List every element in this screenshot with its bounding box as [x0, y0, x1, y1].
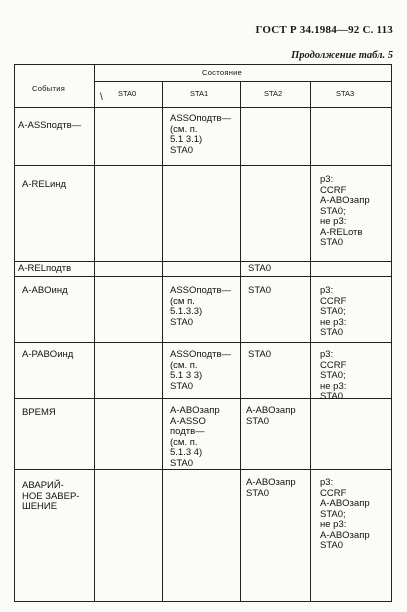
table-rule-row2: [14, 261, 392, 262]
table-rule-col2: [240, 81, 241, 601]
cell-row5-sta1: ASSOподтв— (см. п. 5.1 3 3) STA0: [170, 349, 232, 392]
cell-row7-sta2: A-ABOзапр STA0: [246, 477, 296, 499]
table-rule-row1: [14, 165, 392, 166]
cell-row5-sta2: STA0: [248, 349, 272, 360]
event-column-header: События: [32, 84, 66, 93]
table-rule-col3: [310, 81, 311, 601]
event-timer: ВРЕМЯ: [22, 407, 56, 418]
cell-row4-sta1: ASSOподтв— (см п. 5.1.3.3) STA0: [170, 285, 232, 328]
table-rule-right: [391, 64, 392, 601]
event-a-abo-ind: A-ABOинд: [22, 285, 68, 296]
table-rule-row6: [14, 469, 392, 470]
table-rule-bottom: [14, 601, 392, 602]
table-rule-state: [94, 81, 392, 82]
col-header-sta1: STA1: [190, 89, 209, 98]
cell-row4-sta2: STA0: [248, 285, 272, 296]
event-a-pabo-ind: A-PABOинд: [22, 349, 74, 360]
cell-row1-sta1: ASSOподтв— (см. п. 5.1 3.1) STA0: [170, 113, 232, 156]
table-rule-header: [14, 107, 392, 108]
page-header: ГОСТ Р 34.1984—92 С. 113: [255, 24, 393, 36]
cell-row6-sta1: A-ABOзапр A-ASSO подтв— (см. п. 5.1.3 4) STA0: [170, 405, 220, 469]
event-a-rel-ind: A-RELинд: [22, 179, 67, 190]
table-rule-top: [14, 64, 392, 65]
col-header-sta2: STA2: [264, 89, 283, 98]
event-abnormal-termination: АВАРИЙ- НОЕ ЗАВЕР- ШЕНИЕ: [22, 480, 80, 512]
cell-row4-sta3: p3: CCRF STA0; не p3: STA0: [320, 285, 347, 338]
table-rule-row3: [14, 276, 392, 277]
cell-row7-sta3: p3: CCRF A-ABOзапр STA0; не p3: A-ABOзапр STA0: [320, 477, 370, 551]
cell-row5-sta3: p3: CCRF STA0; не p3: STA0: [320, 349, 347, 402]
cell-row3-sta2: STA0: [248, 263, 272, 274]
event-a-rel-confirm: A-RELподтв: [18, 263, 72, 274]
event-a-ass-confirm: A-ASSподтв—: [18, 120, 82, 131]
header-diagonal-mark: \: [100, 92, 103, 103]
cell-row6-sta2: A-ABOзапр STA0: [246, 405, 296, 427]
state-table: [14, 64, 392, 602]
table-rule-col1: [162, 81, 163, 601]
col-header-sta0: STA0: [118, 89, 137, 98]
table-rule-left: [14, 64, 15, 601]
table-continuation-label: Продолжение табл. 5: [291, 50, 393, 61]
col-header-sta3: STA3: [336, 89, 355, 98]
state-column-header: Состояние: [202, 68, 243, 77]
cell-row2-sta3: p3: CCRF A-ABOзапр STA0; не p3: A-RELотв STA0: [320, 174, 370, 248]
table-rule-row4: [14, 342, 392, 343]
table-rule-col0: [94, 64, 95, 601]
